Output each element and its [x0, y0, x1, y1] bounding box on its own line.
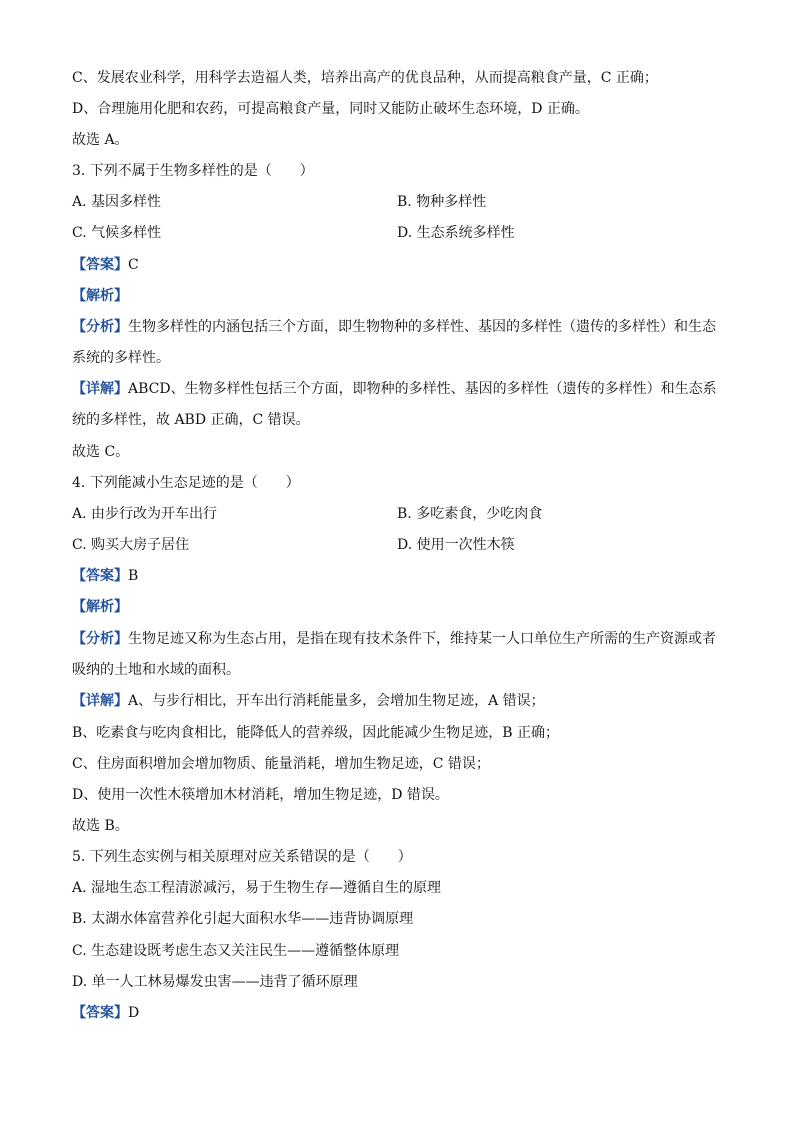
question-4-option-c: C. 购买大房子居住	[72, 537, 190, 553]
question-4-line-c: C、住房面积增加会增加物质、能量消耗，增加生物足迹，C 错误；	[72, 756, 490, 772]
question-4-option-d: D. 使用一次性木筷	[397, 537, 515, 553]
question-3-option-a: A. 基因多样性	[72, 194, 162, 210]
question-3-fenxi-cont: 系统的多样性。	[72, 350, 170, 366]
question-3-xiangjie-cont: 统的多样性，故 ABD 正确，C 错误。	[72, 412, 310, 428]
fenxi-text: 生物多样性的内涵包括三个方面，即生物物种的多样性、基因的多样性（遗传的多样性）和生态	[128, 319, 716, 335]
question-5-stem: 5. 下列生态实例与相关原理对应关系错误的是（ ）	[72, 849, 412, 865]
question-3-fenxi	[72, 318, 732, 336]
question-4-stem: 4. 下列能减小生态足迹的是（ ）	[72, 475, 300, 491]
answer-value: B	[128, 568, 139, 584]
question-3-stem: 3. 下列不属于生物多样性的是（ ）	[72, 163, 314, 179]
answer-value: C	[128, 257, 139, 273]
question-3-xiangjie	[72, 380, 732, 398]
question-4-line-d: D、使用一次性木筷增加木材消耗，增加生物足迹，D 错误。	[72, 787, 449, 803]
xiangjie-text: A、与步行相比，开车出行消耗能量多，会增加生物足迹，A 错误；	[128, 693, 545, 709]
question-4-conclusion: 故选 B。	[72, 818, 129, 834]
answer-tag: 【答案】	[72, 568, 128, 584]
question-5-option-b: B. 太湖水体富营养化引起大面积水华——违背协调原理	[72, 911, 414, 927]
question-5-option-a: A. 湿地生态工程清淤减污，易于生物生存—遵循自生的原理	[72, 880, 442, 896]
fenxi-tag: 【分析】	[72, 631, 128, 647]
answer-tag: 【答案】	[72, 257, 128, 273]
xiangjie-tag: 【详解】	[72, 693, 128, 709]
question-4-option-a: A. 由步行改为开车出行	[72, 506, 218, 522]
text-line: C、发展农业科学，用科学去造福人类，培养出高产的优良品种，从而提高粮食产量，C 正确；	[72, 70, 658, 86]
question-3-conclusion: 故选 C。	[72, 444, 130, 460]
question-4-xiangjie	[72, 692, 732, 710]
analysis-tag: 【解析】	[72, 599, 128, 615]
question-3-answer	[72, 256, 732, 274]
xiangjie-tag: 【详解】	[72, 381, 128, 397]
analysis-tag: 【解析】	[72, 288, 128, 304]
text-line: D、合理施用化肥和农药，可提高粮食产量，同时又能防止破坏生态环境，D 正确。	[72, 101, 589, 117]
question-3-option-b: B. 物种多样性	[397, 194, 487, 210]
question-3-option-d: D. 生态系统多样性	[397, 225, 515, 241]
question-4-option-b: B. 多吃素食，少吃肉食	[397, 506, 543, 522]
question-5-answer	[72, 1004, 732, 1022]
question-3-analysis-heading	[72, 287, 732, 305]
question-3-option-c: C. 气候多样性	[72, 225, 162, 241]
question-4-line-b: B、吃素食与吃肉食相比，能降低人的营养级，因此能减少生物足迹，B 正确；	[72, 725, 560, 741]
answer-tag: 【答案】	[72, 1005, 128, 1021]
question-4-fenxi-cont: 吸纳的土地和水域的面积。	[72, 662, 240, 678]
question-4-answer	[72, 567, 732, 585]
fenxi-tag: 【分析】	[72, 319, 128, 335]
question-5-option-d: D. 单一人工林易爆发虫害——违背了循环原理	[72, 974, 358, 990]
question-4-analysis-heading	[72, 598, 732, 616]
fenxi-text: 生物足迹又称为生态占用，是指在现有技术条件下，维持某一人口单位生产所需的生产资源或者	[128, 631, 716, 647]
question-4-fenxi	[72, 630, 732, 648]
answer-value: D	[128, 1005, 140, 1021]
question-5-option-c: C. 生态建设既考虑生态又关注民生——遵循整体原理	[72, 943, 400, 959]
xiangjie-text: ABCD、生物多样性包括三个方面，即物种的多样性、基因的多样性（遗传的多样性）和生态系	[128, 381, 717, 397]
text-line: 故选 A。	[72, 132, 129, 148]
